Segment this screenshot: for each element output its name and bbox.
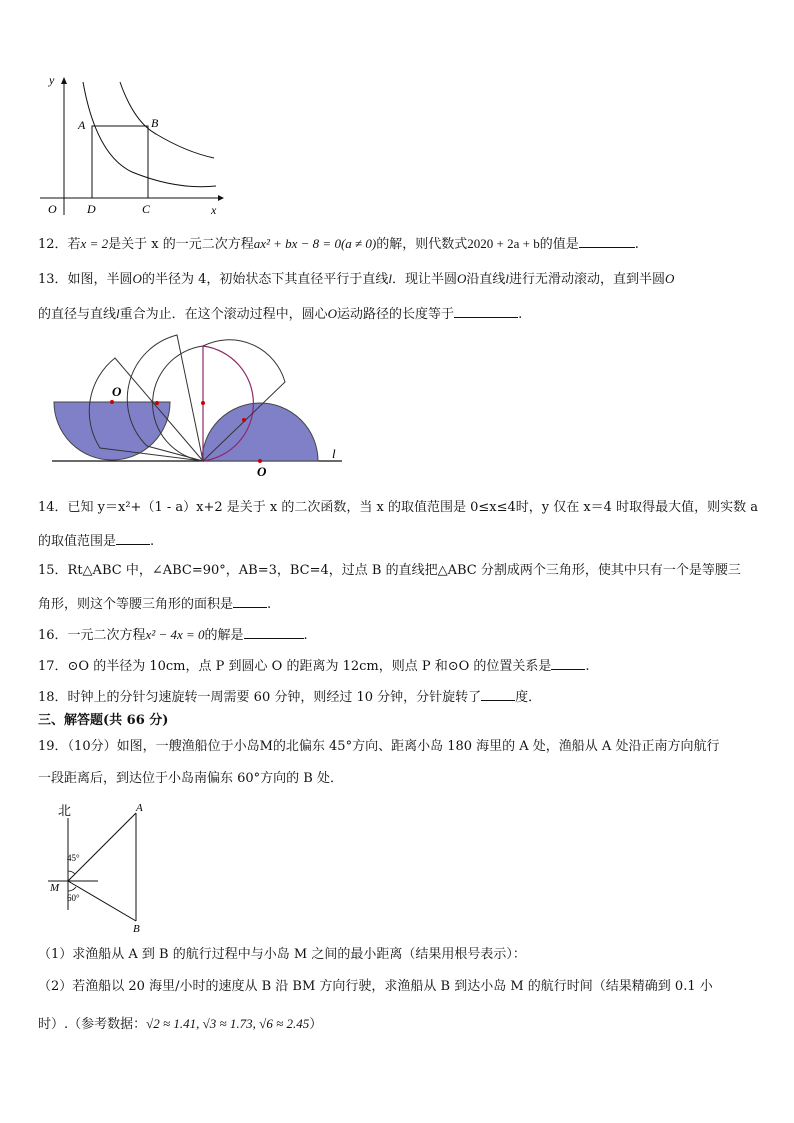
rolling-semicircle-figure bbox=[40, 330, 360, 480]
answer-blank[interactable] bbox=[481, 686, 515, 701]
question-19-sub-2-line-2: 时）.（参考数据：√2 ≈ 1.41, √3 ≈ 1.73, √6 ≈ 2.45） bbox=[38, 1016, 323, 1032]
angle-60-label: 60° bbox=[67, 893, 80, 903]
question-15-line-1: 15．Rt△ABC 中，∠ABC=90°，AB=3，BC=4，过点 B 的直线把△ABC 分割成两个三角形，使其中只有一个是等腰三 bbox=[38, 563, 741, 578]
center-O-bottom-label: O bbox=[257, 464, 267, 479]
question-18: 18．时钟上的分针匀速旋转一周需要 60 分钟，则经过 10 分钟，分针旋转了 度． bbox=[38, 686, 541, 707]
answer-blank[interactable] bbox=[116, 530, 150, 545]
question-19-line-1: 19．（10分）如图，一艘渔船位于小岛M的北偏东 45°方向、距离小岛 180 海里的 A 处，渔船从 A 处沿正南方向航行 bbox=[38, 739, 720, 754]
point-M-label: M bbox=[50, 882, 60, 894]
origin-label: O bbox=[48, 202, 57, 216]
question-13-line-1: 13．如图，半圆O的半径为 4，初始状态下其直径平行于直线l．现让半圆O沿直线l进行无滑动滚动，直到半圆O bbox=[38, 271, 675, 287]
question-15-line-2: 角形，则这个等腰三角形的面积是 . bbox=[38, 593, 271, 614]
point-C-label: C bbox=[142, 202, 151, 216]
axis-y-label: y bbox=[49, 73, 55, 87]
question-19-sub-1: （1）求渔船从 A 到 B 的航行过程中与小岛 M 之间的最小距离（结果用根号表示）： bbox=[38, 947, 526, 962]
question-14-line-2: 的取值范围是 . bbox=[38, 530, 154, 551]
answer-blank[interactable] bbox=[579, 233, 635, 248]
line-l-label: l bbox=[332, 446, 336, 461]
center-O-top-label: O bbox=[112, 384, 122, 399]
question-13-line-2: 的直径与直线l重合为止．在这个滚动过程中，圆心O运动路径的长度等于 . bbox=[38, 303, 522, 324]
question-14-line-1: 14．已知 y＝x²+（1 - a）x+2 是关于 x 的二次函数，当 x 的取值范围是 0≤x≤4时，y 仅在 x＝4 时取得最大值，则实数 a bbox=[38, 500, 758, 515]
question-16: 16．一元二次方程x² − 4x = 0的解是 . bbox=[38, 624, 308, 645]
answer-blank[interactable] bbox=[454, 303, 518, 318]
hyperbola-figure bbox=[36, 70, 236, 220]
axis-x-label: x bbox=[211, 203, 217, 217]
point-A-label: A bbox=[78, 118, 86, 132]
point-A-label: A bbox=[136, 802, 143, 814]
question-19-sub-2-line-1: （2）若渔船以 20 海里/小时的速度从 B 沿 BM 方向行驶，求渔船从 B 到达小岛 M 的航行时间（结果精确到 0.1 小 bbox=[38, 979, 713, 994]
bearing-figure bbox=[40, 800, 170, 940]
angle-45-label: 45° bbox=[67, 853, 80, 863]
point-B-label: B bbox=[133, 923, 140, 935]
answer-blank[interactable] bbox=[233, 593, 267, 608]
question-19-line-2: 一段距离后，到达位于小岛南偏东 60°方向的 B 处． bbox=[38, 771, 343, 786]
answer-blank[interactable] bbox=[551, 655, 585, 670]
section-heading: 三、解答题(共 66 分) bbox=[38, 713, 169, 728]
question-12: 12．若x = 2是关于 x 的一元二次方程ax² + bx − 8 = 0(a ≠ 0)的解，则代数式2020 + 2a + b的值是 . bbox=[38, 233, 639, 254]
point-D-label: D bbox=[87, 202, 96, 216]
north-label: 北 bbox=[58, 804, 72, 819]
point-B-label: B bbox=[151, 116, 159, 130]
question-17: 17．⊙O 的半径为 10cm，点 P 到圆心 O 的距离为 12cm，则点 P 和⊙O 的位置关系是 . bbox=[38, 655, 590, 676]
answer-blank[interactable] bbox=[244, 624, 304, 639]
